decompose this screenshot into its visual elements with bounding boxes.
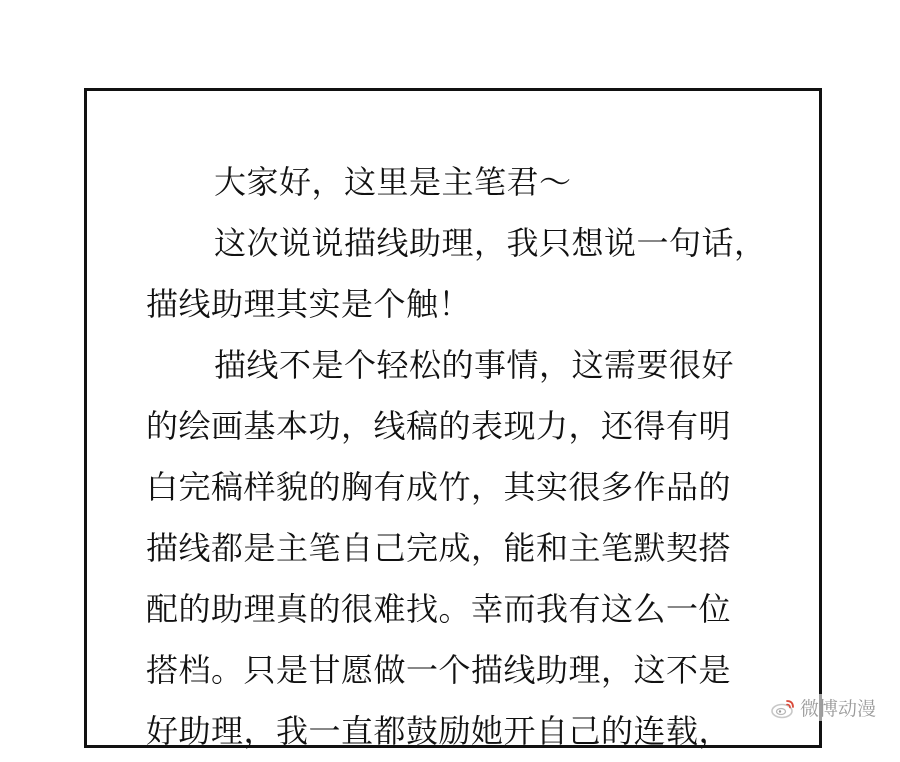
- text-line-2: 这次说说描线助理，我只想说一句话，: [214, 224, 767, 262]
- text-line-8: 配的助理真的很难找。幸而我有这么一位: [146, 590, 732, 628]
- text-line-6: 白完稿样貌的胸有成竹，其实很多作品的: [146, 468, 732, 506]
- text-line-3: 描线助理其实是个触！: [146, 285, 472, 323]
- weibo-logo-icon: [770, 697, 796, 719]
- weibo-watermark: [770, 694, 880, 721]
- text-line-4: 描线不是个轻松的事情，这需要很好: [214, 346, 735, 384]
- text-line-1: 大家好，这里是主笔君～: [214, 163, 572, 201]
- text-line-9: 搭档。只是甘愿做一个描线助理，这不是: [146, 651, 732, 689]
- text-line-5: 的绘画基本功，线稿的表现力，还得有明: [146, 407, 732, 445]
- text-line-7: 描线都是主笔自己完成，能和主笔默契搭: [146, 529, 732, 567]
- message-text-block: [146, 152, 786, 762]
- text-line-10: 好助理，我一直都鼓励她开自己的连载，: [146, 712, 732, 750]
- watermark-text: 微博动漫: [800, 698, 877, 720]
